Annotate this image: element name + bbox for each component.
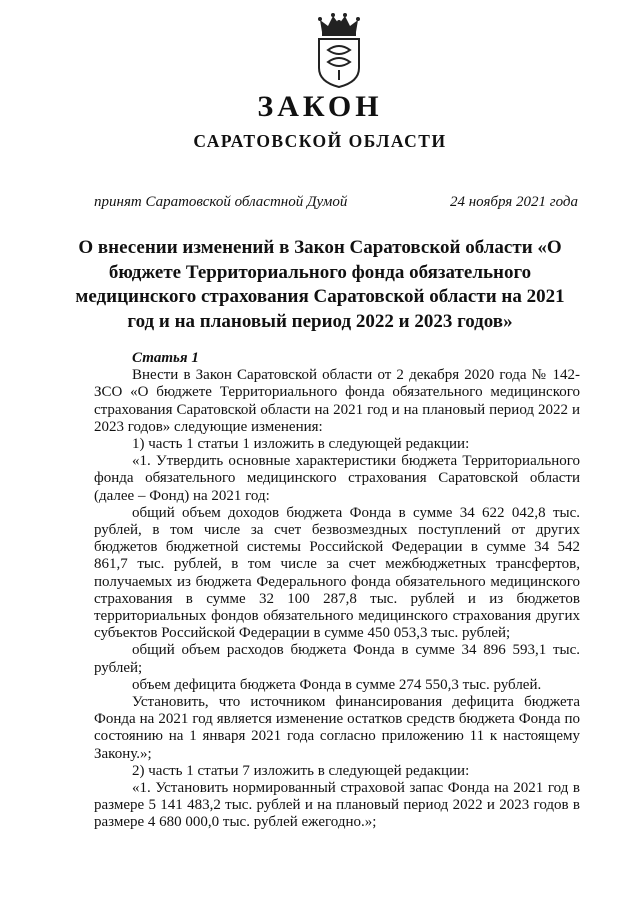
- paragraph: общий объем расходов бюджета Фонда в сумме 34 896 593,1 тыс. рублей;: [94, 642, 580, 676]
- paragraph: Установить, что источником финансирования дефицита бюджета Фонда на 2021 год является изменение остатков средств бюджета Фонда по состоянию на 1 января 2021 года согласно приложению 11 к настоящему Закону.»;: [94, 694, 580, 762]
- law-body: [94, 350, 580, 832]
- paragraph: «1. Утвердить основные характеристики бюджета Территориального фонда обязательного медицинского страхования Саратовской области (далее – Фонд) на 2021 год:: [94, 453, 580, 504]
- paragraph: 1) часть 1 статьи 1 изложить в следующей редакции:: [132, 436, 470, 453]
- adopted-by-line: принят Саратовской областной Думой: [94, 194, 348, 210]
- law-title: ЗАКОН: [257, 90, 383, 123]
- article-label: Статья 1: [132, 350, 199, 366]
- coat-of-arms-icon: [314, 12, 364, 88]
- adoption-date: 24 ноября 2021 года: [449, 194, 578, 210]
- paragraph: 2) часть 1 статьи 7 изложить в следующей редакции:: [132, 762, 470, 779]
- paragraph: Внести в Закон Саратовской области от 2 декабря 2020 года № 142-ЗСО «О бюджете Территориального фонда обязательного медицинского страхования Саратовской области на 2021 год и на плановый период 2022 и 2023 годов» следующие изменения:: [94, 367, 580, 435]
- paragraph: объем дефицита бюджета Фонда в сумме 274 550,3 тыс. рублей.: [132, 676, 542, 693]
- paragraph: «1. Установить нормированный страховой запас Фонда на 2021 год в размере 5 141 483,2 тыс. рублей и на плановый период 2022 и 2023 годов в размере 4 680 000,0 тыс. рублей ежегодно.»;: [94, 780, 580, 831]
- paragraph: общий объем доходов бюджета Фонда в сумме 34 622 042,8 тыс. рублей, в том числе за счет безвозмездных поступлений от других бюджетов бюджетной системы Российской Федерации в сумме 34 542 861,7 тыс. рублей, в том числе за счет межбюджетных трансфертов, получаемых из бюджета Федерального фонда обязательного медицинского страхования в сумме 32 100 287,8 тыс. рублей и из бюджетов территориальных фондов обязательного медицинского страхования других субъектов Российской Федерации в сумме 450 053,3 тыс. рублей;: [94, 504, 580, 642]
- law-heading: О внесении изменений в Закон Саратовской области «О бюджете Территориального фонда обязательного медицинского страхования Саратовской области на 2021 год и на плановый период 2022 и 2023 годов»: [75, 237, 565, 332]
- law-subtitle: САРАТОВСКОЙ ОБЛАСТИ: [193, 131, 447, 151]
